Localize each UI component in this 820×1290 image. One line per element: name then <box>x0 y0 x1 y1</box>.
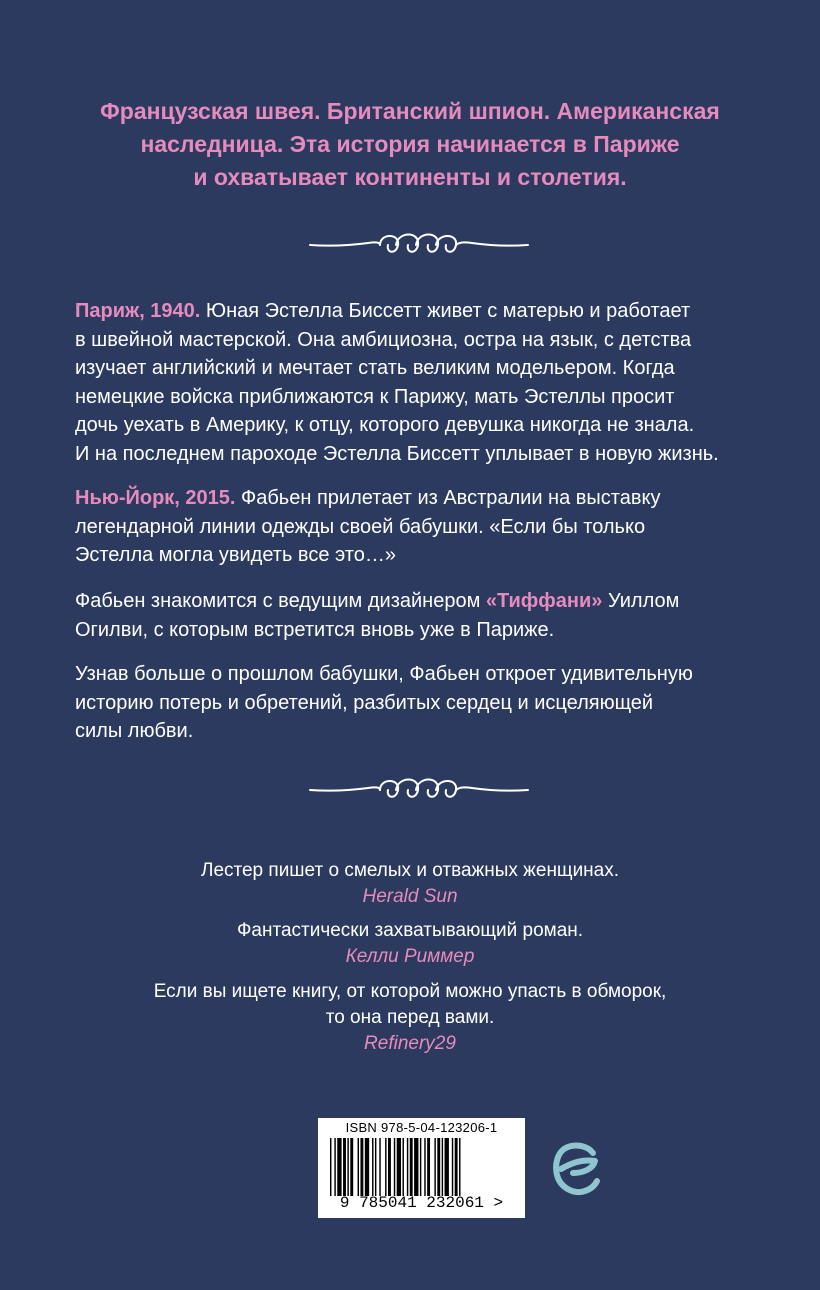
review-source: Refinery29 <box>364 1033 456 1054</box>
review-text: Если вы ищете книгу, от которой можно упасть в обморок, <box>153 981 667 1002</box>
paragraph-line <box>75 484 765 513</box>
paragraph-lead: Нью-Йорк, 2015. <box>75 487 236 509</box>
paragraph-new-york-2015 <box>75 484 765 570</box>
tagline-line: Французская швея. Британский шпион. Американская <box>100 98 720 124</box>
paragraph-discovery <box>75 660 765 746</box>
brand-highlight: «Тиффани» <box>485 590 603 612</box>
eksmo-logo-icon <box>553 1139 601 1197</box>
review-quote <box>100 979 720 1057</box>
paragraph-tiffany <box>75 587 765 644</box>
paragraph-paris-1940 <box>75 297 765 468</box>
paragraph-line: силы любви. <box>75 720 194 742</box>
paragraph-text: Фабьен прилетает из Австралии на выставку <box>235 487 661 509</box>
tagline-line: наследница. Эта история начинается в Париже <box>140 131 680 157</box>
flourish-ornament-icon <box>308 770 530 806</box>
isbn-label: ISBN 978-5-04-123206-1 <box>345 1120 498 1135</box>
review-text: Фантастически захватывающий роман. <box>236 920 584 941</box>
paragraph-line: И на последнем пароходе Эстелла Биссетт уплывает в новую жизнь. <box>75 442 719 465</box>
review-source: Келли Риммер <box>345 946 475 967</box>
review-text: то она перед вами. <box>325 1007 495 1028</box>
paragraph-text: Уиллом <box>602 590 680 612</box>
tagline-line: и охватывает континенты и столетия. <box>193 164 627 190</box>
paragraph-line: легендарной линии одежды своей бабушки. «Если бы только <box>75 515 646 538</box>
paragraph-line <box>75 587 765 616</box>
flourish-ornament-icon <box>308 225 530 261</box>
paragraph-line <box>75 297 765 326</box>
paragraph-line: дочь уехать в Америку, к отцу, которого девушка никогда не знала. <box>75 414 695 436</box>
paragraph-text: Фабьен знакомится с ведущим дизайнером <box>75 590 486 612</box>
paragraph-lead: Париж, 1940. <box>75 300 201 322</box>
review-quote <box>100 918 720 970</box>
tagline <box>60 95 760 194</box>
barcode-digits: 9 785041 232061 > <box>339 1194 504 1212</box>
paragraph-line: Узнав больше о прошлом бабушки, Фабьен откроет удивительную <box>75 663 693 685</box>
barcode-bars <box>330 1138 513 1196</box>
review-quote <box>100 858 720 910</box>
review-text: Лестер пишет о смелых и отважных женщинах. <box>200 860 620 881</box>
review-source: Herald Sun <box>362 886 458 907</box>
paragraph-line: Огилви, с которым встретится вновь уже в Париже. <box>75 618 555 641</box>
paragraph-line: Эстелла могла увидеть все это…» <box>75 544 396 566</box>
paragraph-line: изучает английский и мечтает стать великим модельером. Когда <box>75 357 675 379</box>
paragraph-line: немецкие войска приближаются к Парижу, мать Эстеллы просит <box>75 385 675 408</box>
paragraph-line: в швейной мастерской. Она амбициозна, остра на язык, с детства <box>75 328 692 351</box>
paragraph-line: историю потерь и обретений, разбитых сердец и исцеляющей <box>75 691 654 714</box>
paragraph-text: Юная Эстелла Биссетт живет с матерью и работает <box>200 300 691 322</box>
isbn-barcode <box>318 1118 525 1218</box>
